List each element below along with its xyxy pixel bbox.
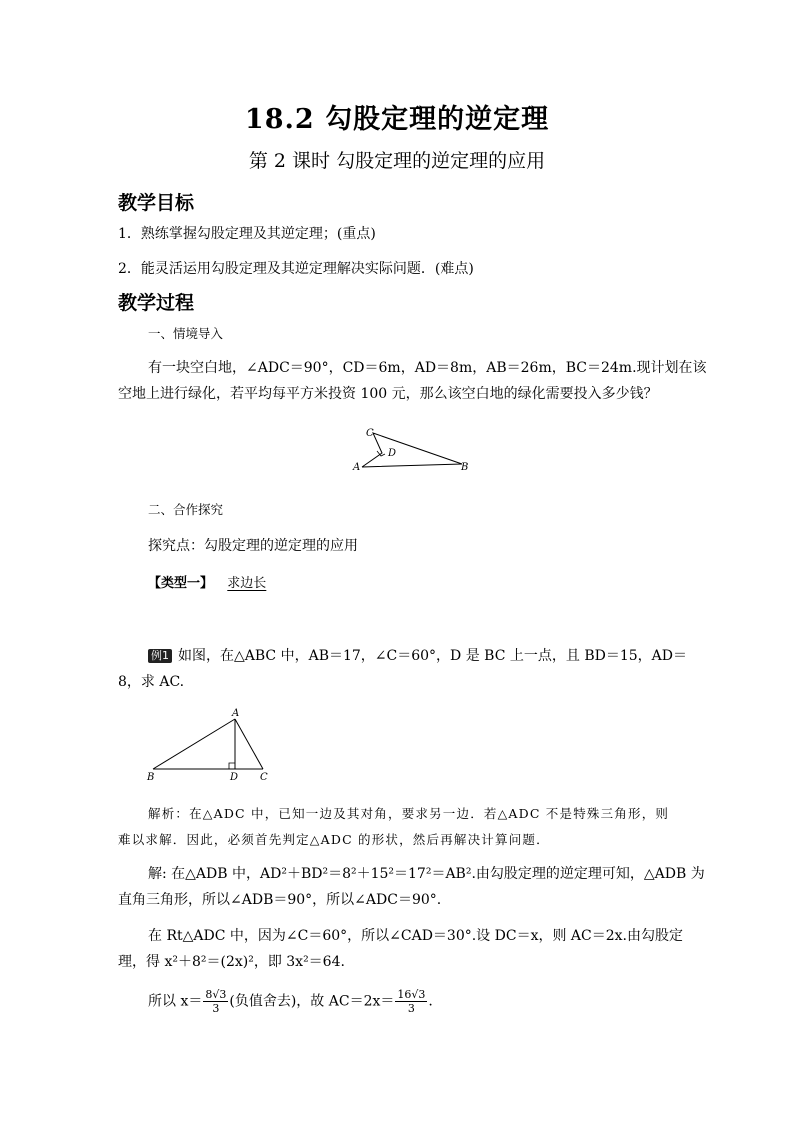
fraction-x-denominator: 3 xyxy=(212,1002,220,1015)
fraction-ac-numerator: 16√3 xyxy=(397,988,426,1001)
section-intro-heading: 一、情境导入 xyxy=(148,326,224,341)
goals-heading: 教学目标 xyxy=(118,192,195,214)
example-badge: 例1 xyxy=(148,649,172,663)
example-line-2: 8，求 AC. xyxy=(118,674,185,690)
solution-p1-line-1: 解: 在△ADB 中，AD²＋BD²＝8²＋15²＝17²＝AB².由勾股定理的逆定理可知，△ADB 为 xyxy=(148,866,705,882)
example-text-1: 如图，在△ABC 中，AB＝17，∠C＝60°，D 是 BC 上一点，且 BD＝15，AD＝ xyxy=(178,648,688,664)
analysis-line-2: 难以求解．因此，必须首先判定△ADC 的形状，然后再解决计算问题． xyxy=(118,832,550,847)
page-title: 18.2 勾股定理的逆定理 xyxy=(244,104,550,135)
figure-triangle-abc xyxy=(140,706,280,784)
fraction-x-numerator: 8√3 xyxy=(205,988,227,1001)
type-line xyxy=(148,572,266,591)
example-line-1 xyxy=(148,646,687,666)
figure1-label-a: A xyxy=(353,462,361,473)
type-tag: 【类型一】 xyxy=(148,576,214,591)
goal-item-1: 1．熟练掌握勾股定理及其逆定理；(重点) xyxy=(118,226,376,242)
figure1-label-c: C xyxy=(366,428,374,439)
figure2-label-a: A xyxy=(232,708,240,719)
figure1-label-d: D xyxy=(388,448,397,459)
figure2-label-d: D xyxy=(230,772,239,783)
figure-quadrilateral xyxy=(340,420,480,476)
fraction-x xyxy=(203,988,228,1015)
solution-p3-end: . xyxy=(428,993,433,1010)
solution-p3-middle: (负值舍去)，故 AC＝2x＝ xyxy=(229,993,395,1010)
figure2-label-c: C xyxy=(260,772,268,783)
fraction-ac xyxy=(395,988,427,1015)
type-name: 求边长 xyxy=(227,576,267,591)
solution-p2-line-2: 理，得 x²＋8²＝(2x)²，即 3x²＝64. xyxy=(118,954,345,970)
fraction-ac-denominator: 3 xyxy=(407,1002,415,1015)
solution-p2-line-1: 在 Rt△ADC 中，因为∠C＝60°，所以∠CAD＝30°.设 DC＝x，则 AC＝2x.由勾股定 xyxy=(148,928,683,944)
intro-text-line-1: 有一块空白地，∠ADC＝90°，CD＝6m，AD＝8m，AB＝26m，BC＝24m.现计划在该 xyxy=(148,360,707,376)
analysis-line-1: 解析：在△ADC 中，已知一边及其对角，要求另一边．若△ADC 不是特殊三角形，则 xyxy=(148,806,670,821)
solution-p3-prefix: 所以 x＝ xyxy=(148,993,203,1010)
section-explore-heading: 二、合作探究 xyxy=(148,502,224,517)
solution-p1-line-2: 直角三角形，所以∠ADB＝90°，所以∠ADC＝90°. xyxy=(118,892,442,908)
solution-p3 xyxy=(148,988,433,1015)
explore-point: 探究点：勾股定理的逆定理的应用 xyxy=(148,538,358,554)
figure2-label-b: B xyxy=(147,772,155,783)
page-subtitle: 第 2 课时 勾股定理的逆定理的应用 xyxy=(248,150,546,172)
process-heading: 教学过程 xyxy=(118,292,195,314)
figure1-label-b: B xyxy=(461,462,469,473)
goal-item-2: 2．能灵活运用勾股定理及其逆定理解决实际问题．(难点) xyxy=(118,261,474,277)
intro-text-line-2: 空地上进行绿化，若平均每平方米投资 100 元，那么该空白地的绿化需要投入多少钱？ xyxy=(118,386,658,402)
